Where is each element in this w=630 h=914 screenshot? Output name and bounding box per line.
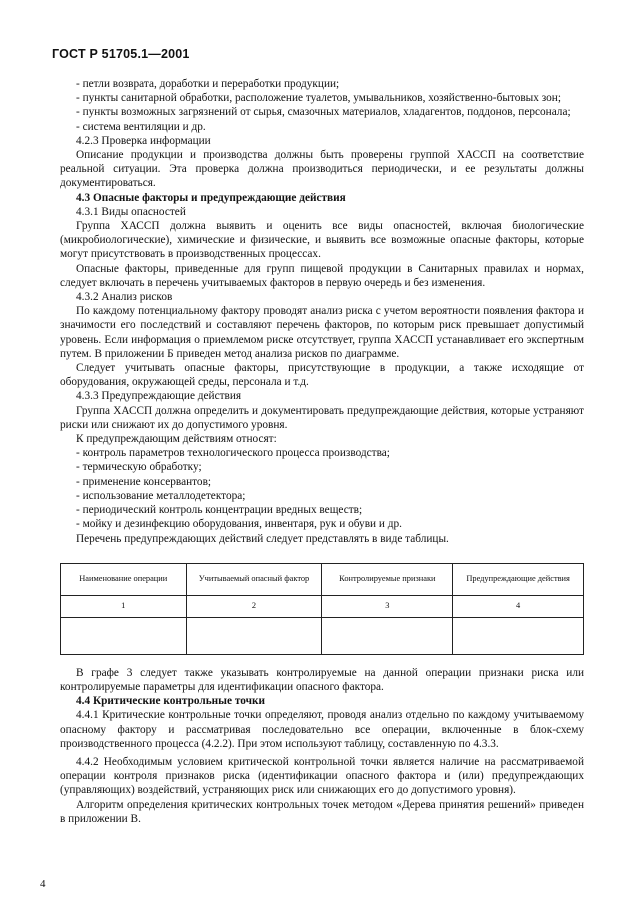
document-header: ГОСТ Р 51705.1—2001 (52, 47, 190, 61)
page-number: 4 (40, 878, 46, 890)
list-item: - термическую обработку; (76, 461, 202, 474)
list-item: - система вентиляции и др. (76, 120, 206, 133)
paragraph: К предупреждающим действиям относят: (76, 433, 277, 446)
table-number-row (61, 595, 584, 617)
paragraph: Группа ХАССП должна выявить и оценить все виды опасностей, включая биологические (микробиологические), химические и физические, и выявить все возможные опасные факторы, которые могут присутствовать в производственных процессах. (60, 220, 584, 261)
table-cell (186, 617, 322, 654)
list-item: - петли возврата, доработки и переработки продукции; (76, 78, 340, 90)
paragraph: Описание продукции и производства должны быть проверены группой ХАССП на соответствие реальной ситуации. Эта проверка должна производиться периодически, и ее результаты должны документироваться. (60, 149, 584, 190)
table-number-cell: 2 (186, 595, 322, 617)
paragraph-4-4-1: 4.4.1 Критические контрольные точки определяют, проводя анализ отдельно по каждому учитываемому опасному фактору и рассматривая последовательно все операции, включенные в блок-схему производственного процесса (4.2.2). При этом используют таблицу, составленную по 4.3.3. (60, 709, 584, 750)
list-item: - пункты санитарной обработки, расположение туалетов, умывальников, хозяйственно-бытовых зон; (76, 92, 561, 105)
list-item: - использование металлодетектора; (76, 489, 246, 502)
paragraph-4-4-2: 4.4.2 Необходимым условием критической контрольной точки является наличие на рассматриваемой операции контроля признаков риска (идентификации опасного фактора и (или) предупреждающих (управляющих) воздействий, устраняющих риск или снижающих его до допустимого уровня). (60, 755, 584, 797)
section-heading-4-3-3: 4.3.3 Предупреждающие действия (76, 390, 242, 403)
paragraph: Опасные факторы, приведенные для групп пищевой продукции в Санитарных правилах и нормах, следует включать в перечень учитываемых факторов в первую очередь и без изменения. (60, 262, 584, 289)
table-cell (61, 617, 187, 654)
table-header-cell: Наименование операции (61, 563, 187, 595)
section-heading-4-4: 4.4 Критические контрольные точки (76, 695, 265, 708)
table-header-cell: Контролируемые признаки (322, 563, 453, 595)
paragraph: По каждому потенциальному фактору проводят анализ риска с учетом вероятности появления фактора и значимости его последствий и составляют перечень факторов, по которым риск превышает допустимый уровень. Если информация о приемлемом риске отсутствует, группа ХАССП устанавливает его экспертным путем. В приложении Б приведен метод анализа рисков по диаграмме. (60, 305, 584, 360)
preventive-actions-table (60, 563, 584, 655)
table-cell (453, 617, 584, 654)
paragraph: Группа ХАССП должна определить и документировать предупреждающие действия, которые устраняют риски или снижают их до допустимого уровня. (60, 404, 584, 431)
table-number-cell: 4 (453, 595, 584, 617)
list-item: - контроль параметров технологического процесса производства; (76, 447, 390, 460)
list-item: - мойку и дезинфекцию оборудования, инвентаря, рук и обуви и др. (76, 518, 402, 531)
table-cell (322, 617, 453, 654)
paragraph: Следует учитывать опасные факторы, присутствующие в продукции, а также исходящие от оборудования, окружающей среды, персонала и т.д. (60, 362, 584, 389)
list-item: - пункты возможных загрязнений от сырья, смазочных материалов, хладагентов, поддонов, персонала; (76, 106, 571, 119)
section-heading-4-2-3: 4.2.3 Проверка информации (76, 134, 211, 147)
table-number-cell: 1 (61, 595, 187, 617)
section-heading-4-3-2: 4.3.2 Анализ рисков (76, 291, 173, 304)
table-number-cell: 3 (322, 595, 453, 617)
table-header-cell: Учитываемый опасный фактор (186, 563, 322, 595)
section-heading-4-3: 4.3 Опасные факторы и предупреждающие действия (76, 191, 346, 204)
paragraph: В графе 3 следует также указывать контролируемые на данной операции признаки риска или контролируемые параметры для идентификации опасного фактора. (60, 666, 584, 693)
list-item: - применение консервантов; (76, 475, 212, 488)
section-heading-4-3-1: 4.3.1 Виды опасностей (76, 205, 186, 218)
table-header-cell: Предупреждающие действия (453, 563, 584, 595)
table-header-row (61, 563, 584, 595)
table-row (61, 617, 584, 654)
list-item: - периодический контроль концентрации вредных веществ; (76, 504, 363, 517)
paragraph: Алгоритм определения критических контрольных точек методом «Дерева принятия решений» приведен в приложении В. (60, 798, 584, 825)
paragraph: Перечень предупреждающих действий следует представлять в виде таблицы. (76, 532, 449, 545)
document-body (60, 77, 584, 826)
